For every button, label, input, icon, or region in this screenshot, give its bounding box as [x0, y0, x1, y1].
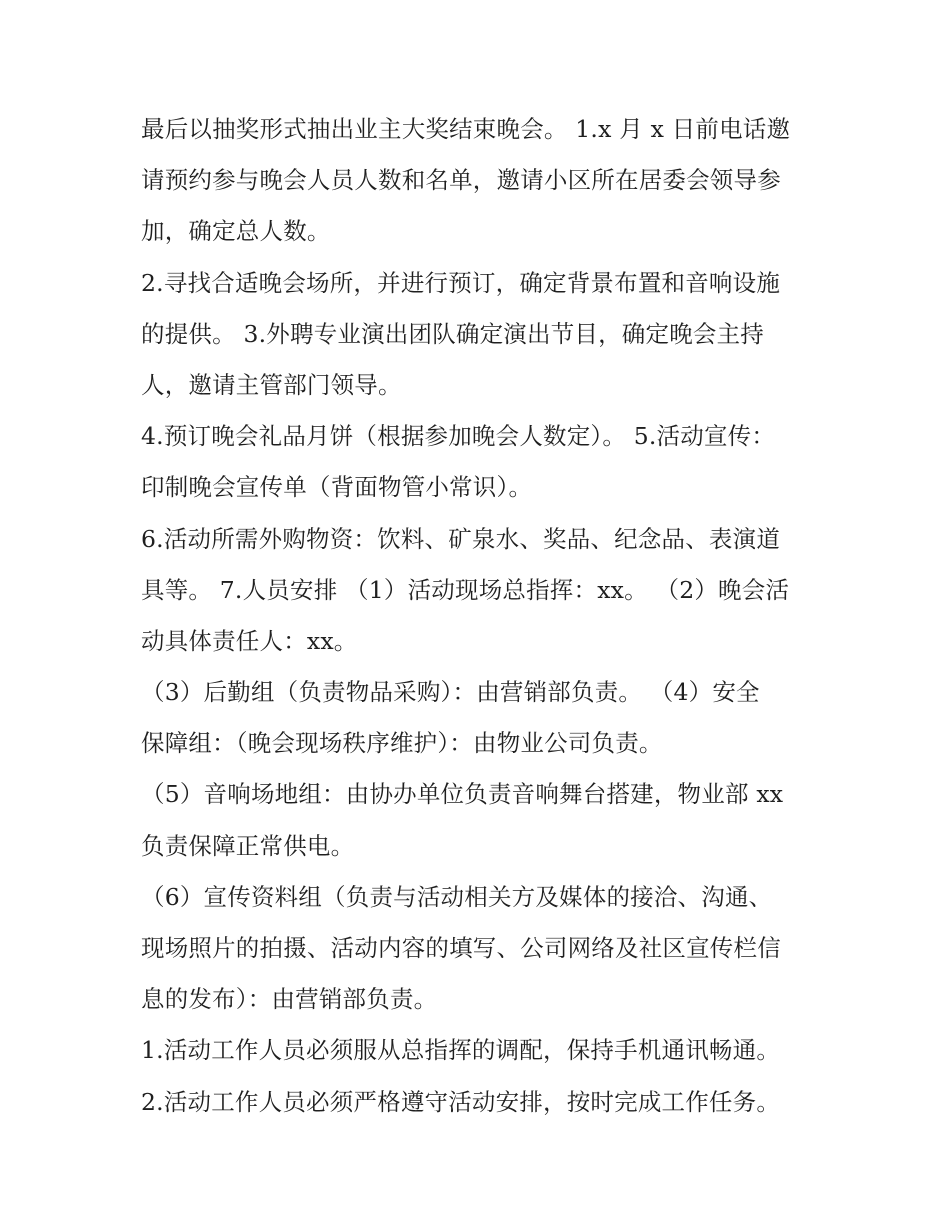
- text-line: 6.活动所需外购物资：饮料、矿泉水、奖品、纪念品、表演道: [141, 524, 781, 553]
- text-line: 请预约参与晚会人员人数和名单，邀请小区所在居委会领导参: [141, 166, 781, 195]
- text-line: 加，确定总人数。: [141, 217, 331, 246]
- text-line: （3）后勤组（负责物品采购）：由营销部负责。 （4）安全: [141, 678, 760, 707]
- text-line: （5）音响场地组：由协办单位负责音响舞台搭建，物业部 xx: [141, 780, 784, 809]
- document-body: [141, 104, 831, 1128]
- text-line: 动具体责任人：xx。: [141, 626, 358, 655]
- text-line: （6）宣传资料组（负责与活动相关方及媒体的接洽、沟通、: [141, 882, 773, 911]
- text-line: 负责保障正常供电。: [141, 831, 355, 860]
- text-line: 2.活动工作人员必须严格遵守活动安排，按时完成工作任务。: [141, 1087, 781, 1116]
- text-line: 4.预订晚会礼品月饼（根据参加晚会人数定）。 5.活动宣传：: [141, 422, 776, 451]
- text-line: 2.寻找合适晚会场所，并进行预订，确定背景布置和音响设施: [141, 268, 781, 297]
- text-line: 现场照片的拍摄、活动内容的填写、公司网络及社区宣传栏信: [141, 934, 781, 962]
- text-line: 人，邀请主管部门领导。: [141, 370, 402, 399]
- text-line: 最后以抽奖形式抽出业主大奖结束晚会。 1.x 月 x 日前电话邀: [141, 115, 791, 143]
- text-line: 印制晚会宣传单（背面物管小常识）。: [141, 473, 533, 502]
- text-line: 1.活动工作人员必须服从总指挥的调配，保持手机通讯畅通。: [141, 1036, 781, 1065]
- text-line: 具等。 7.人员安排 （1）活动现场总指挥：xx。 （2）晚会活: [141, 575, 790, 604]
- text-line: 的提供。 3.外聘专业演出团队确定演出节目，确定晚会主持: [141, 319, 764, 348]
- text-line: 保障组：（晚会现场秩序维护）：由物业公司负责。: [141, 729, 663, 758]
- text-line: 息的发布）：由营销部负责。: [141, 985, 438, 1014]
